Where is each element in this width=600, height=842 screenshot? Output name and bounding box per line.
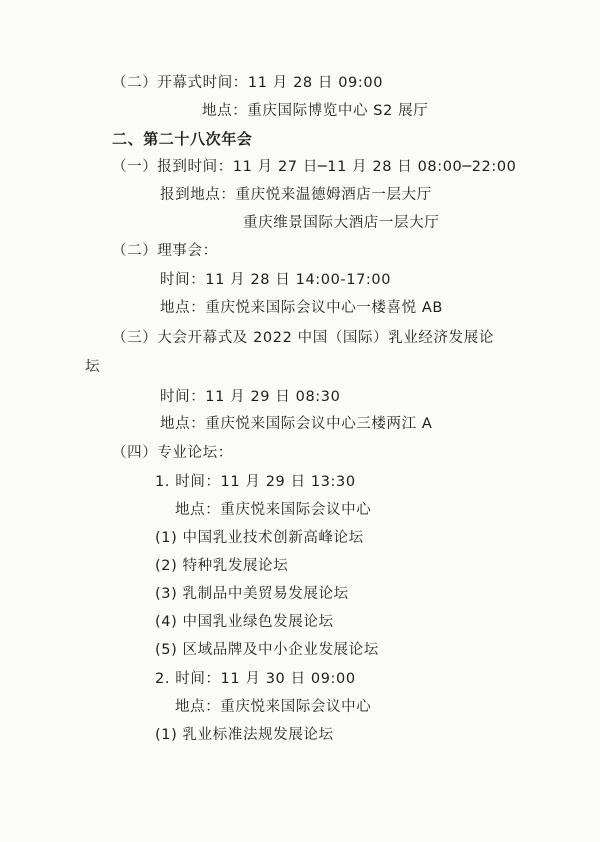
specialty-forums-heading: （四）专业论坛：: [112, 445, 233, 461]
registration-venue-line: 报到地点：重庆悦来温德姆酒店一层大厅: [160, 187, 432, 203]
forum-heading-line: （三）大会开幕式及 2022 中国（国际）乳业经济发展论: [112, 330, 494, 346]
forum-list-item: (5) 区域品牌及中小企业发展论坛: [155, 642, 379, 658]
council-time-line: 时间：11 月 28 日 14:00-17:00: [160, 272, 392, 288]
session-2-venue-line: 地点：重庆悦来国际会议中心: [175, 699, 372, 715]
forum-heading-continuation: 坛: [85, 359, 101, 375]
session-1-venue-line: 地点：重庆悦来国际会议中心: [175, 502, 372, 518]
forum-list-item: (4) 中国乳业绿色发展论坛: [155, 614, 334, 630]
forum-list-item: (3) 乳制品中美贸易发展论坛: [155, 586, 349, 602]
section-heading: 二、第二十八次年会: [112, 130, 253, 148]
council-heading: （二）理事会：: [112, 243, 218, 259]
registration-venue-line-2: 重庆维景国际大酒店一层大厅: [243, 215, 440, 231]
forum-time-line: 时间：11 月 29 日 08:30: [160, 389, 341, 405]
registration-time-line: （一）报到时间：11 月 27 日─11 月 28 日 08:00─22:00: [112, 159, 517, 175]
opening-venue-line: 地点：重庆国际博览中心 S2 展厅: [202, 103, 429, 119]
forum-list-item: (2) 特种乳发展论坛: [155, 558, 289, 574]
session-1-time-line: 1. 时间：11 月 29 日 13:30: [155, 474, 356, 490]
forum-list-item: (1) 乳业标准法规发展论坛: [155, 727, 334, 743]
forum-venue-line: 地点：重庆悦来国际会议中心三楼两江 A: [160, 416, 433, 432]
council-venue-line: 地点：重庆悦来国际会议中心一楼喜悦 AB: [160, 300, 443, 316]
forum-list-item: (1) 中国乳业技术创新高峰论坛: [155, 530, 364, 546]
session-2-time-line: 2. 时间：11 月 30 日 09:00: [155, 671, 356, 687]
opening-time-line: （二）开幕式时间：11 月 28 日 09:00: [112, 75, 384, 91]
